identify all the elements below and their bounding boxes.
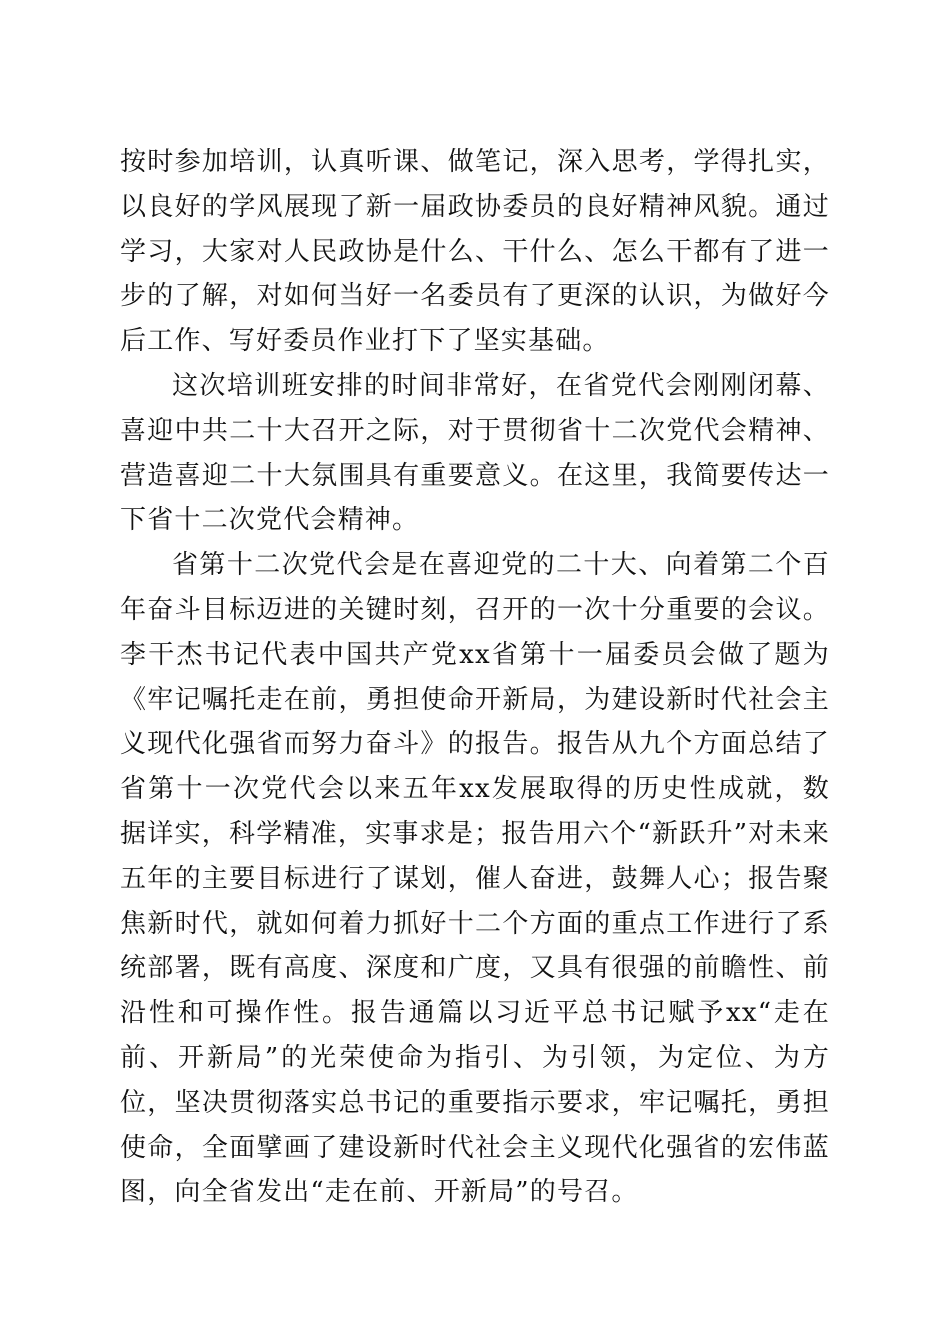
- document-body: [120, 140, 830, 1215]
- paragraph-party-congress: 省第十二次党代会是在喜迎党的二十大、向着第二个百年奋斗目标迈进的关键时刻，召开的一次十分重要的会议。李干杰书记代表中国共产党xx省第十一届委员会做了题为《牢记嘱托走在前，勇担使命开新局，为建设新时代社会主义现代化强省而努力奋斗》的报告。报告从九个方面总结了省第十一次党代会以来五年xx发展取得的历史性成就，数据详实，科学精准，实事求是；报告用六个“新跃升”对未来五年的主要目标进行了谋划，催人奋进，鼓舞人心；报告聚焦新时代，就如何着力抓好十二个方面的重点工作进行了系统部署，既有高度、深度和广度，又具有很强的前瞻性、前沿性和可操作性。报告通篇以习近平总书记赋予xx“走在前、开新局”的光荣使命为指引、为引领，为定位、为方位，坚决贯彻落实总书记的重要指示要求，牢记嘱托，勇担使命，全面擘画了建设新时代社会主义现代化强省的宏伟蓝图，向全省发出“走在前、开新局”的号召。: [120, 550, 830, 1208]
- paragraph-training-timing: 这次培训班安排的时间非常好，在省党代会刚刚闭幕、喜迎中共二十大召开之际，对于贯彻省十二次党代会精神、营造喜迎二十大氛围具有重要意义。在这里，我简要传达一下省十二次党代会精神。: [120, 370, 830, 536]
- paragraph-continuation: 按时参加培训，认真听课、做笔记，深入思考，学得扎实，以良好的学风展现了新一届政协委员的良好精神风貌。通过学习，大家对人民政协是什么、干什么、怎么干都有了进一步的了解，对如何当好一名委员有了更深的认识，为做好今后工作、写好委员作业打下了坚实基础。: [120, 147, 830, 357]
